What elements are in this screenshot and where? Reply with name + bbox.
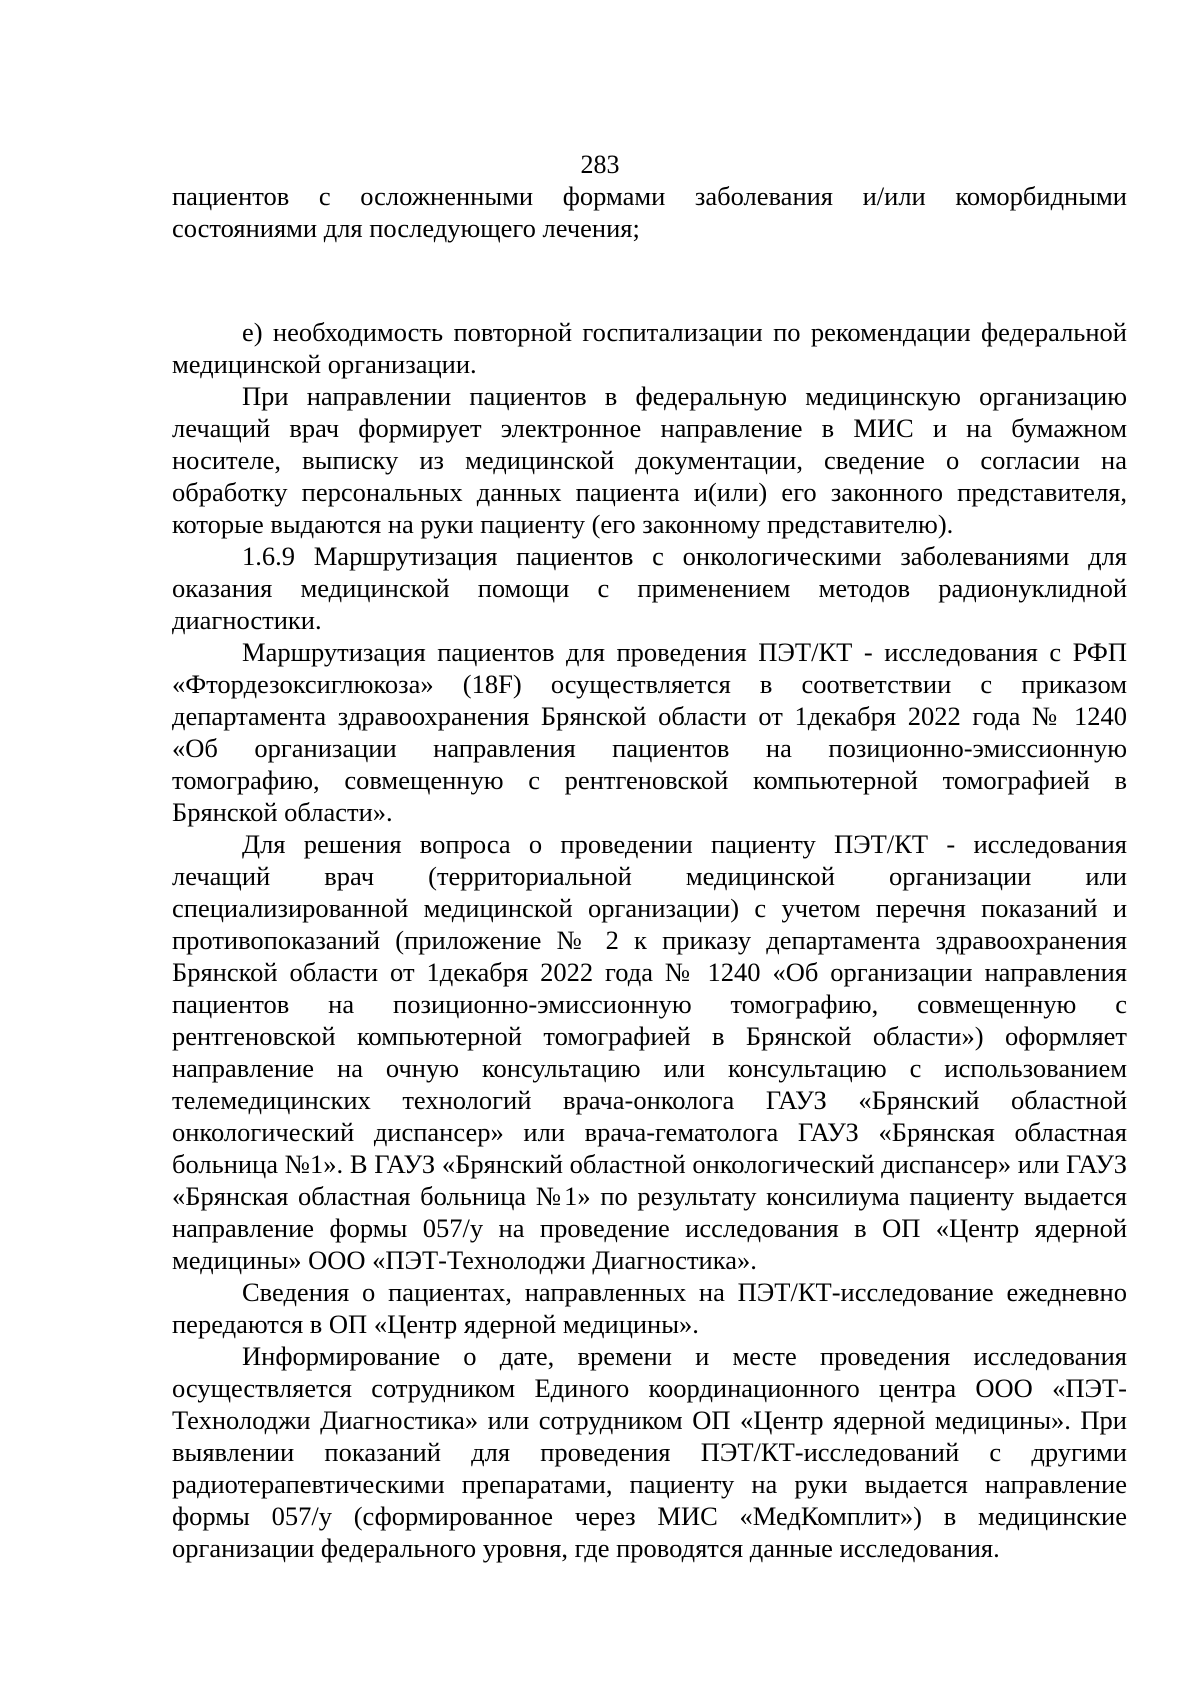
page-number: 283 — [580, 150, 620, 179]
paragraph-gap — [172, 244, 1127, 316]
paragraph-pet-ct-decision: Для решения вопроса о проведении пациенту ПЭТ/КТ - исследования лечащий врач (территориальной медицинской организации или специализированной медицинской организации) с учетом перечня показаний и противопоказаний (приложение № 2 к приказу департамента здравоохранения Брянской области от 1декабря 2022 года № 1240 «Об организации направления пациентов на позиционно-эмиссионную томографию, совмещенную с рентгеновской компьютерной томографией в Брянской области») оформляет направление на очную консультацию или консультацию с использованием телемедицинских технологий врача-онколога ГАУЗ «Брянский областной онкологический диспансер» или врача-гематолога ГАУЗ «Брянская областная больница №1». В ГАУЗ «Брянский областной онкологический диспансер» или ГАУЗ «Брянская областная больница №1» по результату консилиума пациенту выдается направление формы 057/у на проведение исследования в ОП «Центр ядерной медицины» ООО «ПЭТ-Технолоджи Диагностика». — [172, 829, 1127, 1275]
paragraph-pet-ct-routing: Маршрутизация пациентов для проведения ПЭТ/КТ - исследования с РФП «Фтордезоксиглюкоза» (18F) осуществляется в соответствии с приказом департамента здравоохранения Брянской области от 1декабря 2022 года № 1240 «Об организации направления пациентов на позиционно-эмиссионную томографию, совмещенную с рентгеновской компьютерной томографией в Брянской области». — [172, 637, 1127, 827]
section-heading-1-6-9: 1.6.9 Маршрутизация пациентов с онкологическими заболеваниями для оказания медицинской помощи с применением методов радионуклидной диагностики. — [172, 541, 1127, 635]
document-body — [172, 180, 1127, 1564]
paragraph-continuation: пациентов с осложненными формами заболевания и/или коморбидными состояниями для последующего лечения; — [172, 181, 1127, 243]
paragraph-referral-federal: При направлении пациентов в федеральную медицинскую организацию лечащий врач формирует электронное направление в МИС и на бумажном носителе, выписку из медицинской документации, сведение о согласии на обработку персональных данных пациента и(или) его законного представителя, которые выдаются на руки пациенту (его законному представителю). — [172, 381, 1127, 539]
paragraph-item-e: е) необходимость повторной госпитализации по рекомендации федеральной медицинской организации. — [172, 317, 1127, 379]
paragraph-informing: Информирование о дате, времени и месте проведения исследования осуществляется сотрудником Единого координационного центра ООО «ПЭТ-Технолоджи Диагностика» или сотрудником ОП «Центр ядерной медицины». При выявлении показаний для проведения ПЭТ/КТ-исследований с другими радиотерапевтическими препаратами, пациенту на руки выдается направление формы 057/у (сформированное через МИС «МедКомплит») в медицинские организации федерального уровня, где проводятся данные исследования. — [172, 1341, 1127, 1563]
paragraph-patient-info-transfer: Сведения о пациентах, направленных на ПЭТ/КТ-исследование ежедневно передаются в ОП «Центр ядерной медицины». — [172, 1277, 1127, 1339]
